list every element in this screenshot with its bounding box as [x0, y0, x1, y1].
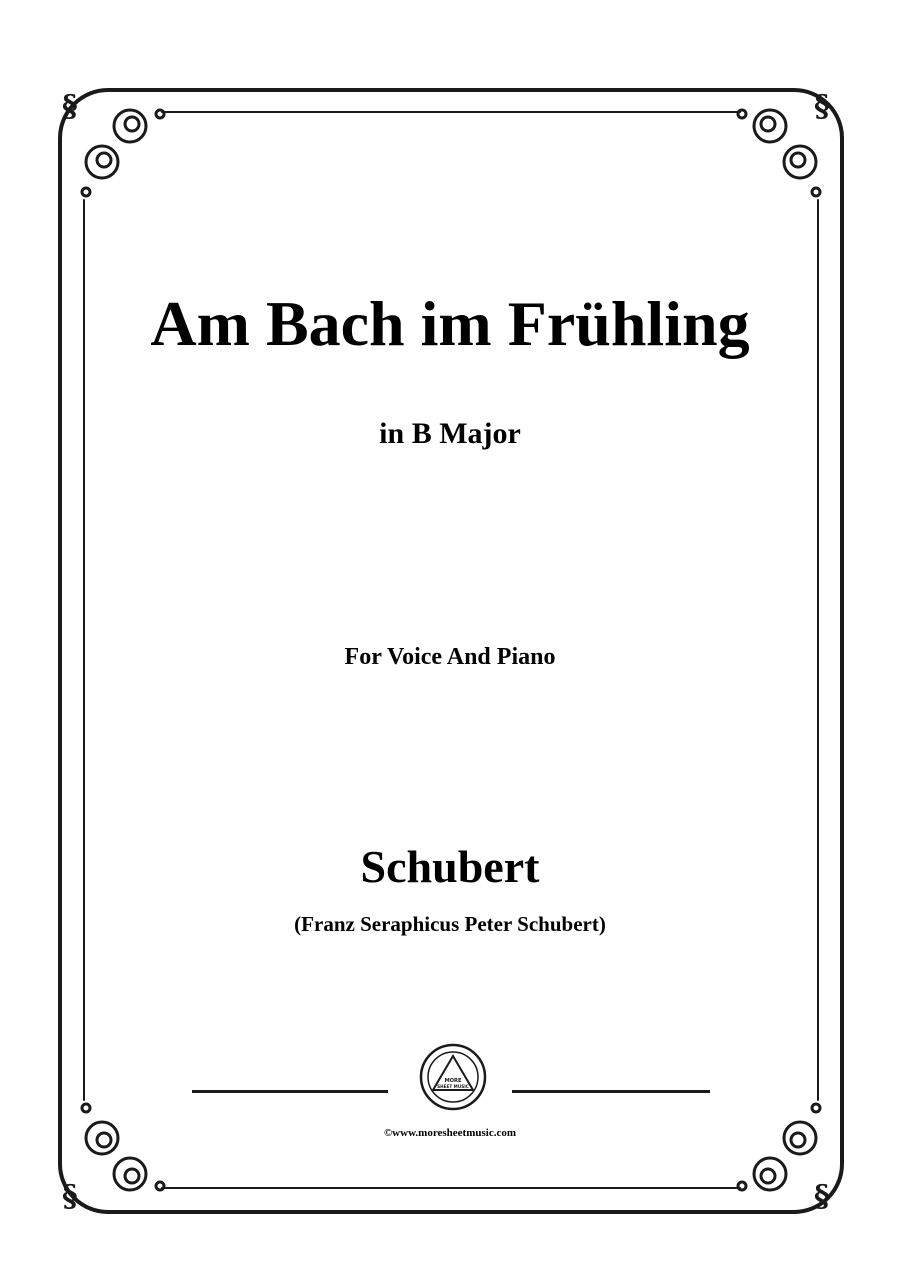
- corner-ornament-top-right: [738, 110, 820, 196]
- scroll-flourish-icon: §: [814, 89, 830, 124]
- composer-name: Schubert: [360, 841, 540, 892]
- svg-text:MORE: MORE: [444, 1078, 462, 1084]
- instrumentation-label: For Voice And Piano: [344, 644, 556, 670]
- corner-ornament-top-left: [82, 110, 164, 196]
- publisher-logo-icon: [418, 1042, 488, 1112]
- scroll-flourish-icon: §: [814, 1179, 830, 1214]
- composer-full-name: (Franz Seraphicus Peter Schubert): [294, 912, 606, 936]
- svg-text:SHEET MUSIC: SHEET MUSIC: [437, 1084, 469, 1089]
- scroll-flourish-icon: §: [62, 89, 78, 124]
- song-title: Am Bach im Frühling: [150, 288, 750, 359]
- decorative-rule-left: [192, 1090, 388, 1093]
- corner-ornament-bottom-left: [82, 1104, 164, 1190]
- decorative-rule-right: [512, 1090, 710, 1093]
- key-signature-label: in B Major: [379, 417, 521, 450]
- corner-ornament-bottom-right: [738, 1104, 820, 1190]
- scroll-flourish-icon: §: [62, 1179, 78, 1214]
- copyright-notice: ©www.moresheetmusic.com: [383, 1127, 517, 1139]
